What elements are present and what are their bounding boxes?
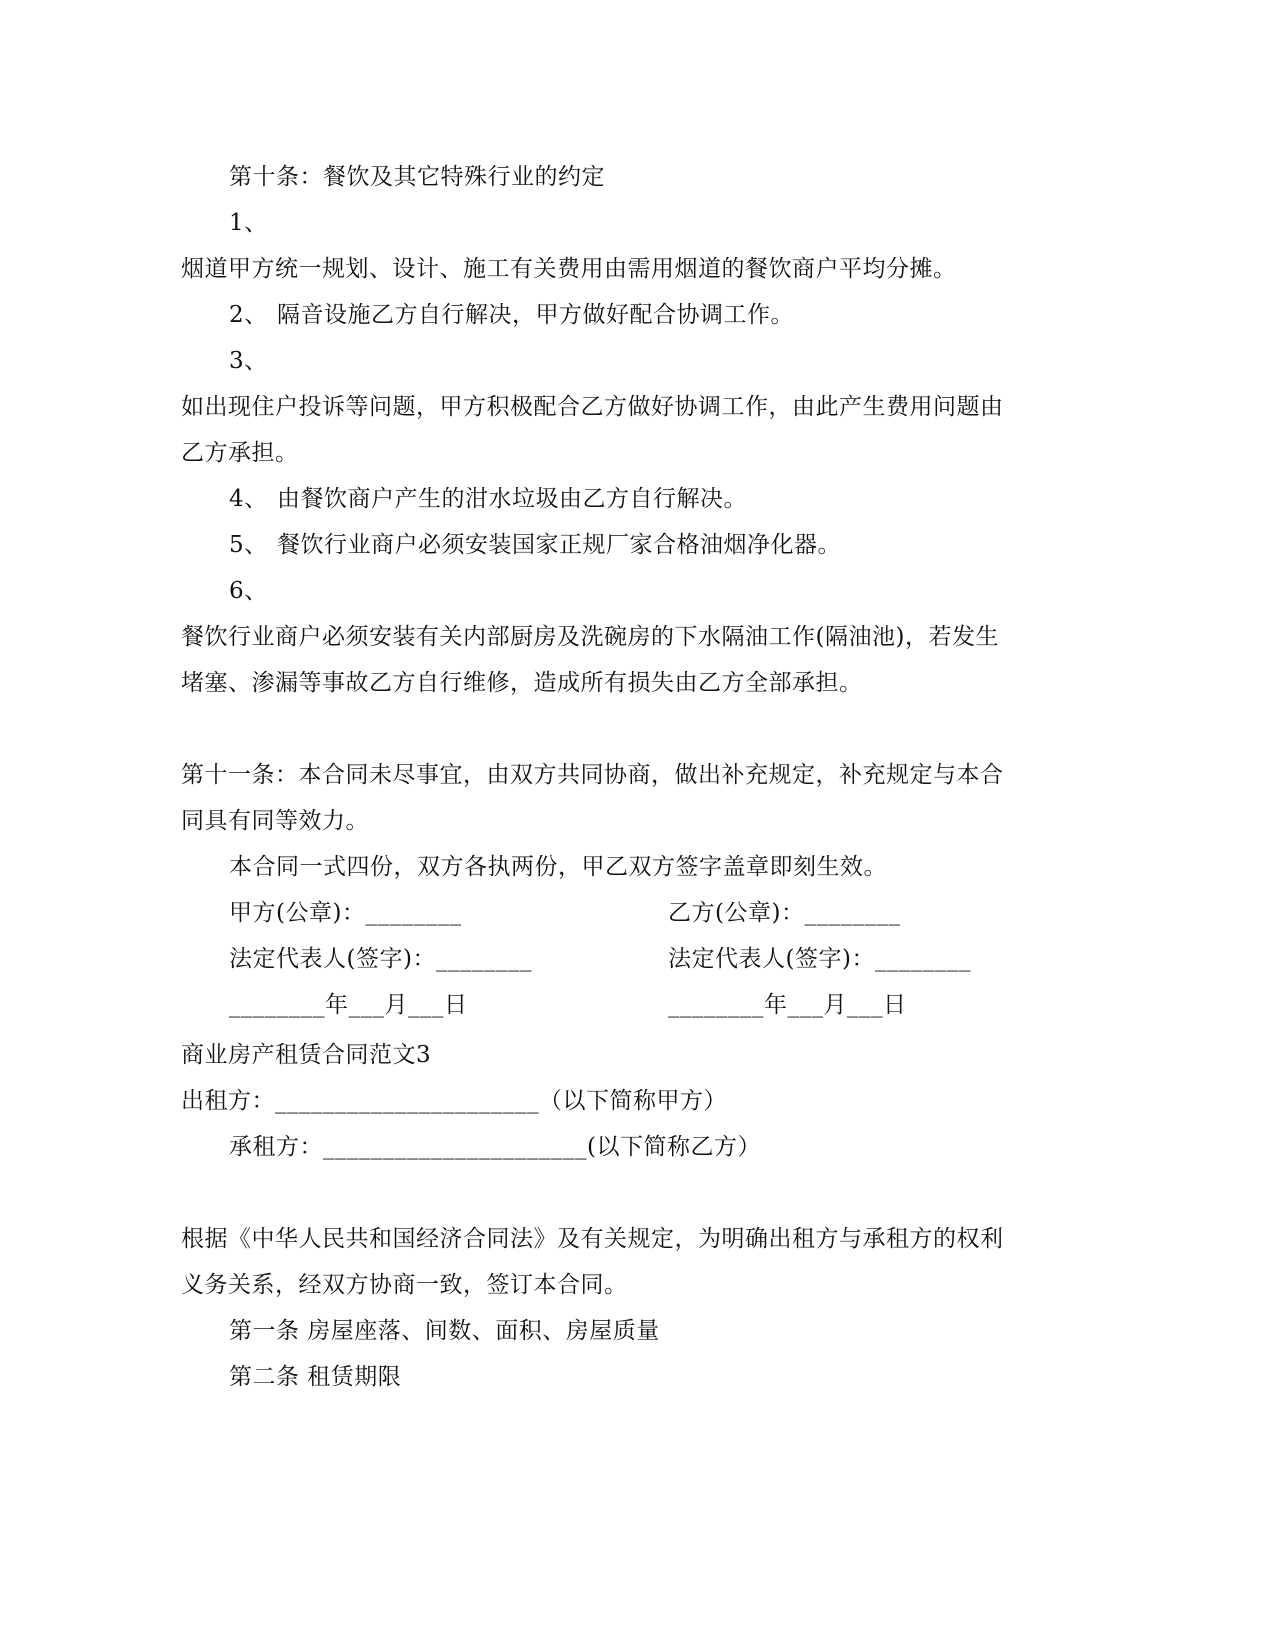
article-10-item-4 — [229, 484, 747, 514]
article-10-item-5 — [229, 530, 841, 560]
article-10-item-6-text-line-2: 堵塞、渗漏等事故乙方自行维修，造成所有损失由乙方全部承担。 — [181, 670, 863, 696]
party-b-representative-line: 法定代表人(签字)：________ — [668, 946, 971, 972]
article-10-title: 第十条：餐饮及其它特殊行业的约定 — [229, 164, 605, 190]
party-a-representative-line: 法定代表人(签字)：________ — [229, 946, 532, 972]
lessee-line: 承租方：______________________(以下简称乙方） — [229, 1134, 761, 1160]
preamble-line-1: 根据《中华人民共和国经济合同法》及有关规定，为明确出租方与承租方的权利 — [181, 1226, 1004, 1252]
article-10-item-3-text-line-1: 如出现住户投诉等问题，甲方积极配合乙方做好协调工作，由此产生费用问题由 — [181, 394, 1004, 420]
party-b-seal-line: 乙方(公章)：________ — [668, 900, 901, 926]
article-10-item-6-text-line-1: 餐饮行业商户必须安装有关内部厨房及洗碗房的下水隔油工作(隔油池)，若发生 — [181, 624, 999, 650]
contract-3-heading: 商业房产租赁合同范文3 — [181, 1042, 432, 1068]
party-b-date-line: ________年___月___日 — [668, 992, 907, 1018]
item-number: 5、 — [229, 532, 268, 558]
article-1-heading: 第一条 房屋座落、间数、面积、房屋质量 — [229, 1318, 660, 1344]
article-11-text-line-1: 第十一条：本合同未尽事宜，由双方共同协商，做出补充规定，补充规定与本合 — [181, 762, 1004, 788]
article-10-item-1-text: 烟道甲方统一规划、设计、施工有关费用由需用烟道的餐饮商户平均分摊。 — [181, 256, 957, 282]
article-10-item-3-number: 3、 — [229, 348, 268, 374]
preamble-line-2: 义务关系，经双方协商一致，签订本合同。 — [181, 1272, 628, 1298]
article-10-item-2 — [229, 300, 794, 330]
party-a-date-line: ________年___月___日 — [229, 992, 468, 1018]
item-text: 由餐饮商户产生的泔水垃圾由乙方自行解决。 — [277, 486, 747, 512]
article-10-item-6-number: 6、 — [229, 578, 268, 604]
item-number: 4、 — [229, 486, 268, 512]
article-10-item-1-number: 1、 — [229, 210, 268, 236]
item-number: 2、 — [229, 302, 268, 328]
article-11-copies: 本合同一式四份，双方各执两份，甲乙双方签字盖章即刻生效。 — [229, 854, 887, 880]
lessor-line: 出租方：______________________（以下简称甲方） — [181, 1088, 727, 1114]
article-11-text-line-2: 同具有同等效力。 — [181, 808, 369, 834]
item-text: 餐饮行业商户必须安装国家正规厂家合格油烟净化器。 — [277, 532, 841, 558]
party-a-seal-line: 甲方(公章)：________ — [229, 900, 462, 926]
article-2-heading: 第二条 租赁期限 — [229, 1364, 402, 1390]
item-text: 隔音设施乙方自行解决，甲方做好配合协调工作。 — [277, 302, 794, 328]
article-10-item-3-text-line-2: 乙方承担。 — [181, 440, 299, 466]
